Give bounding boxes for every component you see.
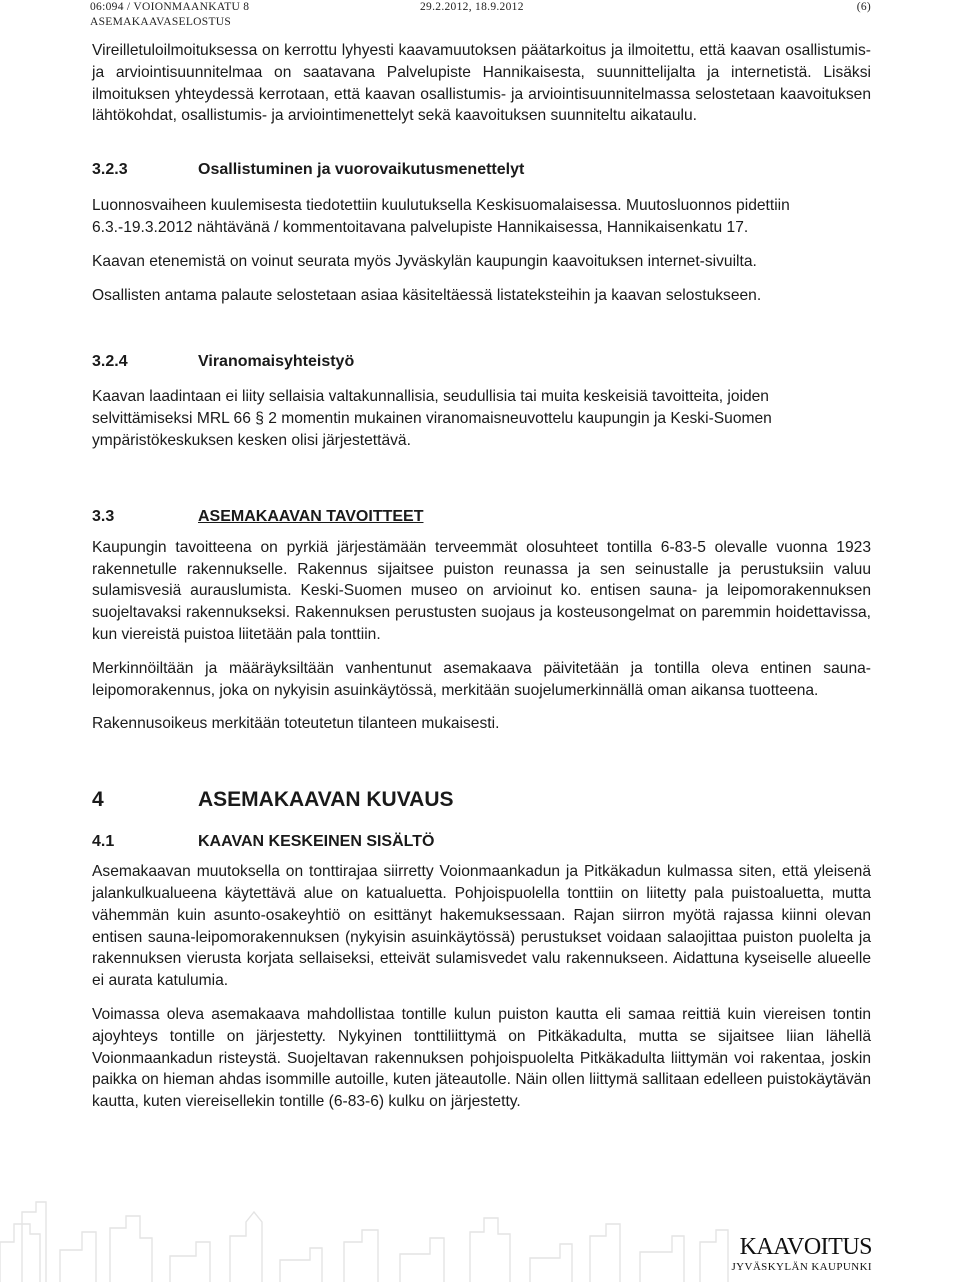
section-number: 3.3: [92, 507, 115, 525]
section-sign: §: [255, 410, 264, 428]
document-type: ASEMAKAAVASELOSTUS: [90, 16, 232, 28]
document-body: [92, 40, 871, 1125]
section-title: Osallistuminen ja vuorovaikutusmenettelyt: [198, 161, 525, 179]
page-header: [91, 0, 871, 30]
document-id: 06:094 / VOIONMAANKATU 8: [90, 1, 250, 13]
section-heading-3-3: [92, 506, 871, 528]
chapter-title: ASEMAKAAVAN KUVAUS: [198, 788, 454, 812]
section-heading-4-1: [92, 831, 871, 853]
paragraph: Merkinnöiltään ja määräyksiltään vanhentunut asemakaava päivitetään ja tontilla oleva entinen sauna-leipomorakennus, joka on nykyisin asuinkäytössä, merkitään suojelumerkinnällä oman aikansa tuotteena.: [92, 659, 871, 699]
section-number: 4.1: [92, 833, 115, 851]
text-run: 2 momentin mukainen viranomaisneuvottelu kaupungin ja Keski-Suomen ympäristökeskuksen kesken olisi järjestettävä.: [92, 410, 772, 449]
section-number: 3.2.4: [92, 353, 128, 371]
section-heading-3-2-4: [92, 351, 871, 373]
logo-subtitle: JYVÄSKYLÄN KAUPUNKI: [731, 1261, 872, 1273]
chapter-heading-4: [92, 785, 871, 815]
section-number: 3.2.3: [92, 161, 128, 179]
paragraph: Luonnosvaiheen kuulemisesta tiedotettiin kuulutuksella Keskisuomalaisessa. Muutosluonnos pidettiin 6.3.-19.3.2012 nähtävänä / kommentoitavana palvelupiste Hannikaisessa, Hannikaisenkatu 17.: [92, 197, 790, 236]
chapter-number: 4: [92, 788, 104, 812]
paragraph: Asemakaavan muutoksella on tonttirajaa siirretty Voionmaankadun ja Pitkäkadun kulmassa siten, että yleisenä jalankulkualueena käytettävä alue on katualuetta. Pohjoispuolella tonttiin on liitetty pala puistoaluetta, mutta vähemmän kuin asunto-osakeyhtiö on esittänyt hakemuksessaan. Rajan siirron myötä rajassa kiinni olevan entisen sauna-leipomorakennuksen (nykyisin asuinkäytössä) perustukset voidaan salaojittaa puiston puolelta ja rakennuksen vierusta korjata sellaiseksi, etteivät sulamisvedet valu rakennukseen. Aidattuna kyseiselle alueelle ei aurata katulumia.: [92, 863, 871, 990]
page-number: (6): [856, 1, 871, 13]
section-title: KAAVAN KESKEINEN SISÄLTÖ: [198, 833, 435, 851]
paragraph: Kaupungin tavoitteena on pyrkiä järjestämään terveemmät olosuhteet tontilla 6-83-5 olevalle vuonna 1923 rakennetulle rakennukselle. Rakennus sijaitsee puiston reunassa ja sen seinustalle ja perustuksiin valuu sulamisvesiä aurauslumista. Keski-Suomen museo on arvioinut ko. entisen sauna- ja leipomorakennuksen suojeltavaksi rakennukseksi. Rakennuksen perustusten suojaus ja kosteusongelmat on paremmin hoidettavissa, kun viereistä puistoa liitetään pala tonttiin.: [92, 538, 871, 643]
paragraph: [92, 386, 871, 451]
paragraph: Osallisten antama palaute selostetaan asiaa käsiteltäessä listateksteihin ja kaavan selostukseen.: [92, 286, 762, 304]
paragraph: Kaavan etenemistä on voinut seurata myös Jyväskylän kaupungin kaavoituksen internet-sivuilta.: [92, 252, 757, 270]
section-heading-3-2-3: [92, 159, 871, 181]
document-date: 29.2.2012, 18.9.2012: [420, 1, 524, 13]
kaavoitus-logo: [731, 1234, 872, 1274]
text-run: Kaavan laadintaan ei liity sellaisia valtakunnallisia, seudullisia tai muita keskeisiä tavoitteita, joiden selvittämiseksi MRL 66: [92, 388, 769, 428]
intro-paragraph: Vireilletuloilmoituksessa on kerrottu lyhyesti kaavamuutoksen päätarkoitus ja ilmoitettu, että kaavan osallistumis- ja arviointisuunnitelmaa on saatavana Palvelupiste Hannikaisesta, suunnittelijalta ja internetistä. Lisäksi ilmoituksen yhteydessä kerrotaan, että kaavan osallistumis- ja arviointisuunnitelmassa selostetaan kaavoituksen lähtökohdat, osallistumis- ja arviointimenettelyt sekä kaavoituksen suunniteltu aikataulu.: [92, 42, 871, 125]
section-title: ASEMAKAAVAN TAVOITTEET: [198, 507, 424, 525]
paragraph: Rakennusoikeus merkitään toteutetun tilanteen mukaisesti.: [92, 715, 500, 733]
paragraph: Voimassa oleva asemakaava mahdollistaa tontille kulun puiston kautta eli samaa reittiä kuin viereisen tontin ajoyhteys tontille on järjestetty. Nykyinen tonttiliittymä on Pitkäkadulta, mutta se sijaitsee liian lähellä Voionmaankadun risteystä. Suojeltavan rakennuksen pohjoispuolelta Pitkäkadulta liittymän voi rakentaa, joskin paikka on hieman ahdas isommille autoille, kuten jäteautolle. Näin ollen liittymä sallitaan edelleen puistokäytävän kautta, kuten viereisellekin tontille (6-83-6) kulku on järjestetty.: [92, 1005, 871, 1111]
logo-wordmark: KAAVOITUS: [739, 1234, 872, 1260]
section-title: Viranomaisyhteistyö: [198, 353, 355, 371]
